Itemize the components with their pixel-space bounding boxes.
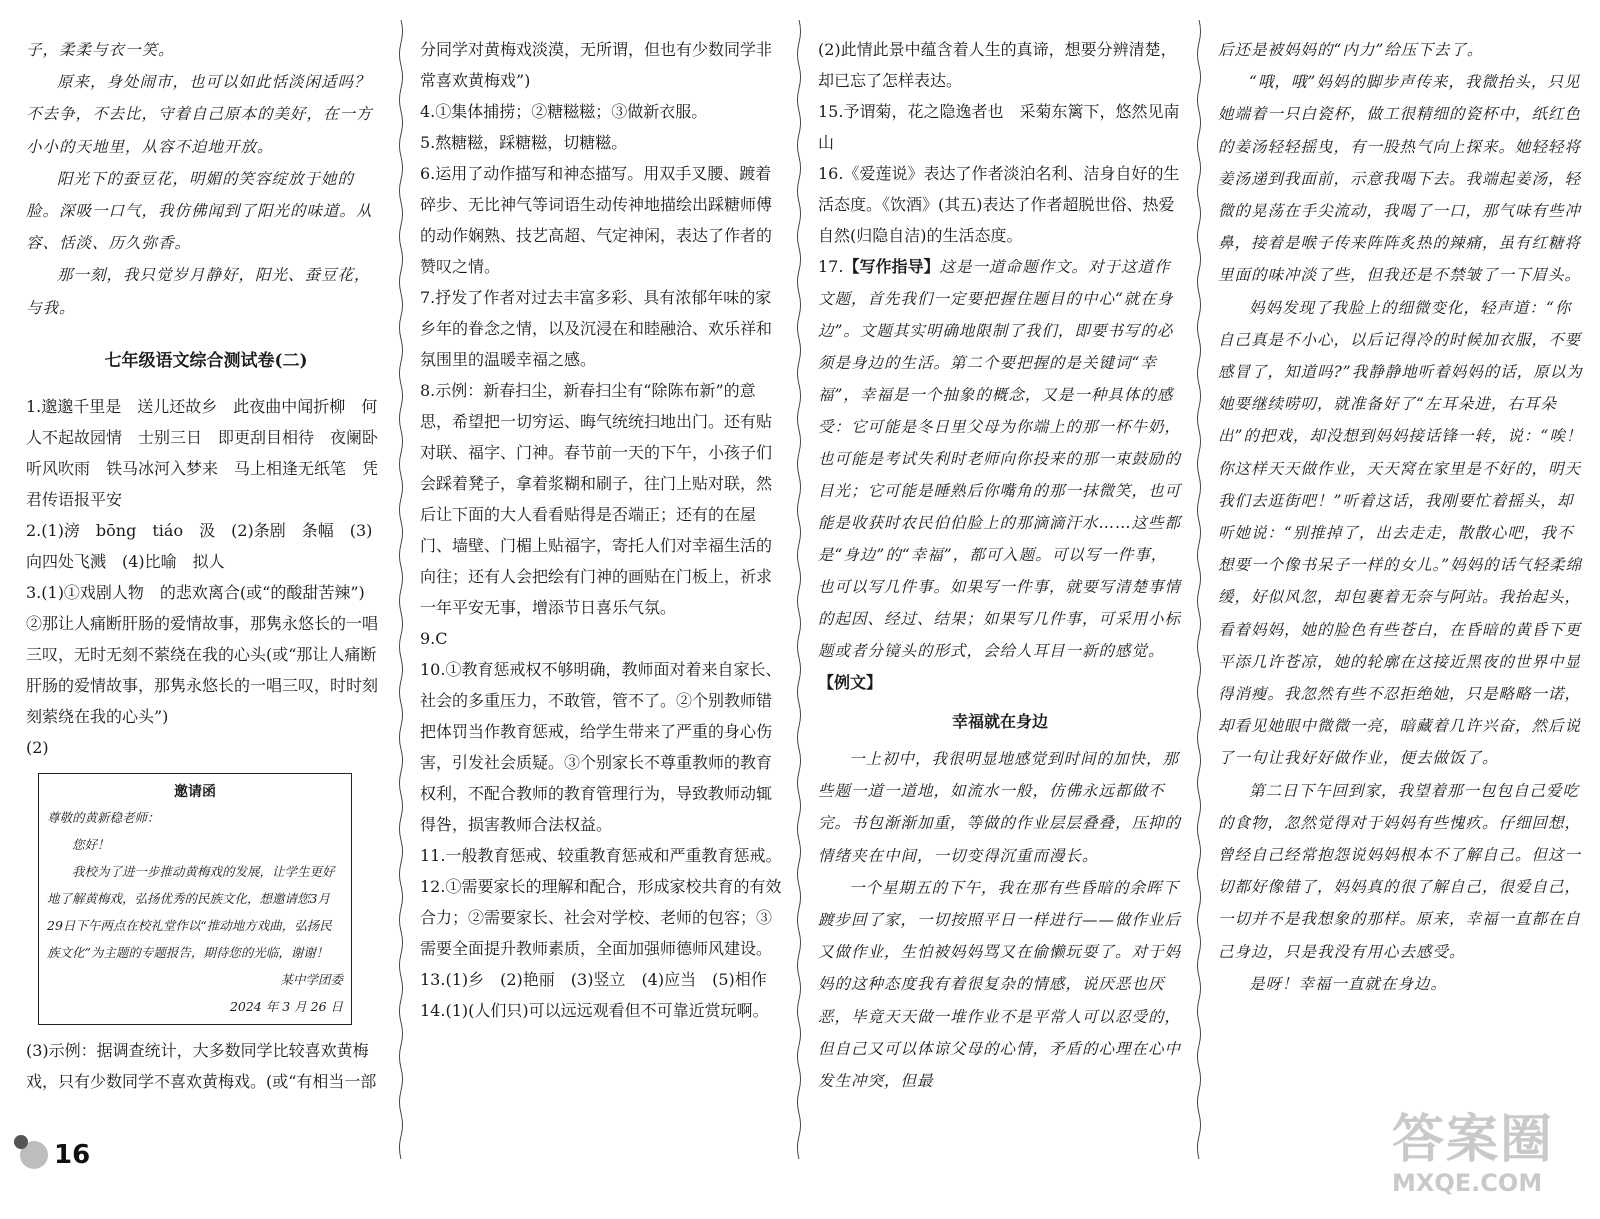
writing-guide-text: 这是一道命题作文。对于这道作文题，首先我们一定要把握住题目的中心“就在身边”。文题其实明确地限制了我们，即要书写的必须是身边的生活。第二个要把握的是关键词“幸福”，幸福是一个抽象的概念，又是一种具体的感受：它可能是冬日里父母为你端上的那一杯牛奶，也可能是考试失利时老师向你投来的那一束鼓励的目光；它可能是睡熟后你嘴角的那一抹微笑，也可能是收获时农民伯伯脸上的那滴滴汗水……这些都是“身边”的“幸福”，都可入题。可以写一件事，也可以写几件事。如果写一件事，就要写清楚事情的起因、经过、结果；如果写几件事，可采用小标题或者分镜头的形式，会给人耳目一新的感觉。	[818, 258, 1182, 660]
letter-greeting: 您好！	[72, 836, 110, 852]
answer-item: 12.①需要家长的理解和配合，形成家校共育的有效合力；②需要家长、社会对学校、老师的包容；③需要全面提升教师素质，全面加强师德师风建设。	[420, 877, 782, 958]
answer-item: 分同学对黄梅戏淡漠，无所谓，但也有少数同学非常喜欢黄梅戏”)	[420, 40, 773, 90]
example-title: 幸福就在身边	[951, 712, 1048, 731]
letter-date: 2024 年 3 月 26 日	[229, 998, 343, 1014]
letter-body: 我校为了进一步推动黄梅戏的发展，让学生更好地了解黄梅戏，弘扬优秀的民族文化，想邀请您3月29日下午两点在校礼堂作以“推动地方戏曲，弘扬民族文化”为主题的专题报告，期待您的光临，谢谢！	[47, 863, 335, 960]
essay-paragraph: 阳光下的蚕豆花，明媚的笑容绽放于她的脸。深吸一口气，我仿佛闻到了阳光的味道。从容、恬淡、历久弥香。	[26, 169, 373, 253]
answer-item: 1.邈邈千里是 送儿还故乡 此夜曲中闻折柳 何人不起故园情 士别三日 即更刮目相待 夜阑卧听风吹雨 铁马冰河入梦来 马上相逢无纸笔 凭君传语报平安	[26, 396, 379, 509]
answer-item: 10.①教育惩戒权不够明确，教师面对着来自家长、社会的多重压力，不敢管，管不了。②个别教师错把体罚当作教育惩戒，给学生带来了严重的身心伤害，引发社会质疑。③个别家长不尊重教师的教育权利，不配合教师的教育管理行为，导致教师动辄得咎，损害教师合法权益。	[420, 660, 782, 834]
essay-paragraph: 是呀！幸福一直就在身边。	[1249, 974, 1448, 993]
column-divider	[794, 20, 804, 1159]
answer-item: 6.运用了动作描写和神态描写。用双手叉腰、踱着碎步、无比神气等词语生动传神地描绘出踩糖师傅的动作娴熟、技艺高超、气定神闲，表达了作者的赞叹之情。	[420, 164, 773, 276]
answer-item: 13.(1)乡 (2)艳丽 (3)竖立 (4)应当 (5)相作	[420, 970, 767, 989]
column-2	[420, 34, 784, 1026]
column-divider	[396, 20, 406, 1159]
writing-guide	[818, 251, 1182, 667]
answer-item: 9.C	[420, 629, 448, 648]
answer-item: 5.熬糖糍，踩糖糍，切糖糍。	[420, 133, 628, 152]
letter-title: 邀请函	[174, 783, 216, 800]
essay-paragraph: 第二日下午回到家，我望着那一包包自己爱吃的食物，忽然觉得对于妈妈有些愧疚。仔细回想，曾经自己经常抱怨说妈妈根本不了解自己。但这一切都好像错了，妈妈真的很了解自己，很爱自己，一切并不是我想象的那样。原来，幸福一直都在自己身边，只是我没有用心去感受。	[1218, 781, 1582, 961]
column-1	[26, 34, 386, 1097]
watermark	[1392, 1110, 1582, 1210]
essay-paragraph: 原来，身处闹市，也可以如此恬淡闲适吗？不去争，不去比，守着自己原本的美好，在一方小小的天地里，从容不迫地开放。	[26, 73, 373, 156]
essay-paragraph: 一上初中，我很明显地感觉到时间的加快，那些题一道一道地，如流水一般，仿佛永远都做不完。书包渐渐加重，等做的作业层层叠叠，压抑的情绪夹在中间，一切变得沉重而漫长。	[818, 750, 1182, 865]
answer-item: 3.(1)①戏剧人物 的悲欢离合(或“的酸甜苦辣”)	[26, 582, 365, 602]
essay-paragraph: “哦，哦”妈妈的脚步声传来，我微抬头，只见她端着一只白瓷杯，做工很精细的瓷杯中，纸红色的姜汤轻轻摇曳，有一股热气向上探来。她轻轻将姜汤递到我面前，示意我喝下去。我端起姜汤，轻微的晃荡在手尖流动，我喝了一口，那气味有些冲鼻，接着是喉子传来阵阵炙热的辣痛，虽有红糖将里面的味冲淡了些，但我还是不禁皱了一下眉头。	[1218, 73, 1582, 285]
column-3	[818, 34, 1182, 1097]
answer-item: 7.抒发了作者对过去丰富多彩、具有浓郁年味的家乡年的眷念之情，以及沉浸在和睦融洽、欢乐祥和氛围里的温暖幸福之感。	[420, 288, 773, 369]
invitation-letter	[38, 773, 352, 1025]
essay-line: 后还是被妈妈的“内力”给压下去了。	[1218, 41, 1484, 59]
answer-item: 8.示例：新春扫尘，新春扫尘有“除陈布新”的意思，希望把一切穷运、晦气统统扫地出门。还有贴对联、福字、门神。春节前一天的下午，小孩子们会踩着凳子，拿着浆糊和刷子，往门上贴对联，然后让下面的大人看看贴得是否端正；还有的在屋门、墙壁、门楣上贴福字，寄托人们对幸福生活的向往；还有人会把绘有门神的画贴在门板上，祈求一年平安无事，增添节日喜乐气氛。	[420, 381, 773, 617]
essay-paragraph: 妈妈发现了我脸上的细微变化，轻声道：“你自己真是不小心，以后记得冷的时候加衣服，不要感冒了，知道吗?”我静静地听着妈妈的话，原以为她要继续唠叨，就准备好了“左耳朵进，右耳朵出”的把戏，却没想到妈妈接话锋一转，说：“唉！你这样天天做作业，天天窝在家里是不好的，明天我们去逛街吧！”听着这话，我刚要忙着摇头，却听她说：“别推掉了，出去走走，散散心吧，我不想要一个像书呆子一样的女儿。”妈妈的话气轻柔绵缓，好似风忽，却包裹着无奈与阿站。我抬起头，看着妈妈，她的脸色有些苍白，在昏暗的黄昏下更平添几许苍凉，她的轮廓在这接近黑夜的世界中显得消瘦。我忽然有些不忍拒绝她，只是略略一诺，却看见她眼中微微一亮，暗藏着几许兴奋，然后说了一句让我好好做作业，便去做饭了。	[1218, 298, 1583, 768]
watermark-logo: 答案圈	[1392, 1110, 1555, 1170]
answer-item: 16.《爱莲说》表达了作者淡泊名利、洁身自好的生活态度。《饮酒》(其五)表达了作者超脱世俗、热爱自然(归隐自洁)的生活态度。	[818, 164, 1180, 245]
answer-item: 2.(1)滂 bōng tiáo 汲 (2)条剧 条幅 (3)向四处飞溅 (4)比喻 拟人	[26, 520, 373, 571]
letter-salutation: 尊敬的黄新稳老师：	[47, 809, 160, 825]
answer-item: (3)示例：据调查统计，大多数同学比较喜欢黄梅戏，只有少数同学不喜欢黄梅戏。(或“有相当一部	[26, 1040, 377, 1091]
answer-item: 11.一般教育惩戒、较重教育惩戒和严重教育惩戒。	[420, 846, 782, 865]
essay-line: 子，柔柔与衣一笑。	[26, 41, 175, 59]
letter-signature: 某中学团委	[280, 971, 343, 987]
example-tag: 【例文】	[818, 673, 883, 692]
section-title: 七年级语文综合测试卷(二)	[104, 350, 308, 371]
answer-item: ②那让人痛断肝肠的爱情故事，那隽永悠长的一唱三叹，无时无刻不萦绕在我的心头(或“那让人痛断肝肠的爱情故事，那隽永悠长的一唱三叹，时时刻刻萦绕在我的心头”)	[26, 613, 379, 726]
question-number: 17.	[818, 257, 844, 276]
essay-paragraph: 一个星期五的下午，我在那有些昏暗的余晖下踱步回了家，一切按照平日一样进行——做作业后又做作业，生怕被妈妈骂又在偷懒玩耍了。对于妈妈的这种态度我有着很复杂的情感，说厌恶也厌恶，毕竟天天做一堆作业不是平常人可以忍受的，但自己又可以体谅父母的心情，矛盾的心理在心中发生冲突，但最	[818, 878, 1182, 1091]
column-4	[1218, 34, 1586, 1000]
essay-paragraph: 那一刻，我只觉岁月静好，阳光、蚕豆花，与我。	[26, 266, 371, 317]
watermark-url: MXQE.COM	[1392, 1169, 1543, 1197]
answer-item: (2)此情此景中蕴含着人生的真谛，想要分辨清楚，却已忘了怎样表达。	[818, 40, 1177, 90]
page-dot-icon	[20, 1141, 48, 1169]
answer-item: 15.予谓菊，花之隐逸者也 采菊东篱下，悠然见南山	[818, 102, 1180, 152]
writing-guide-tag: 【写作指导】	[843, 257, 940, 276]
column-divider	[1194, 20, 1204, 1159]
answer-item: 14.(1)(人们只)可以远远观看但不可靠近赏玩啊。	[420, 1001, 769, 1020]
answer-item: 4.①集体捕捞；②糖糍糍；③做新衣服。	[420, 102, 708, 121]
page-number	[20, 1140, 90, 1170]
page-number-text: 16	[54, 1140, 91, 1170]
answer-item: (2)	[26, 737, 49, 757]
